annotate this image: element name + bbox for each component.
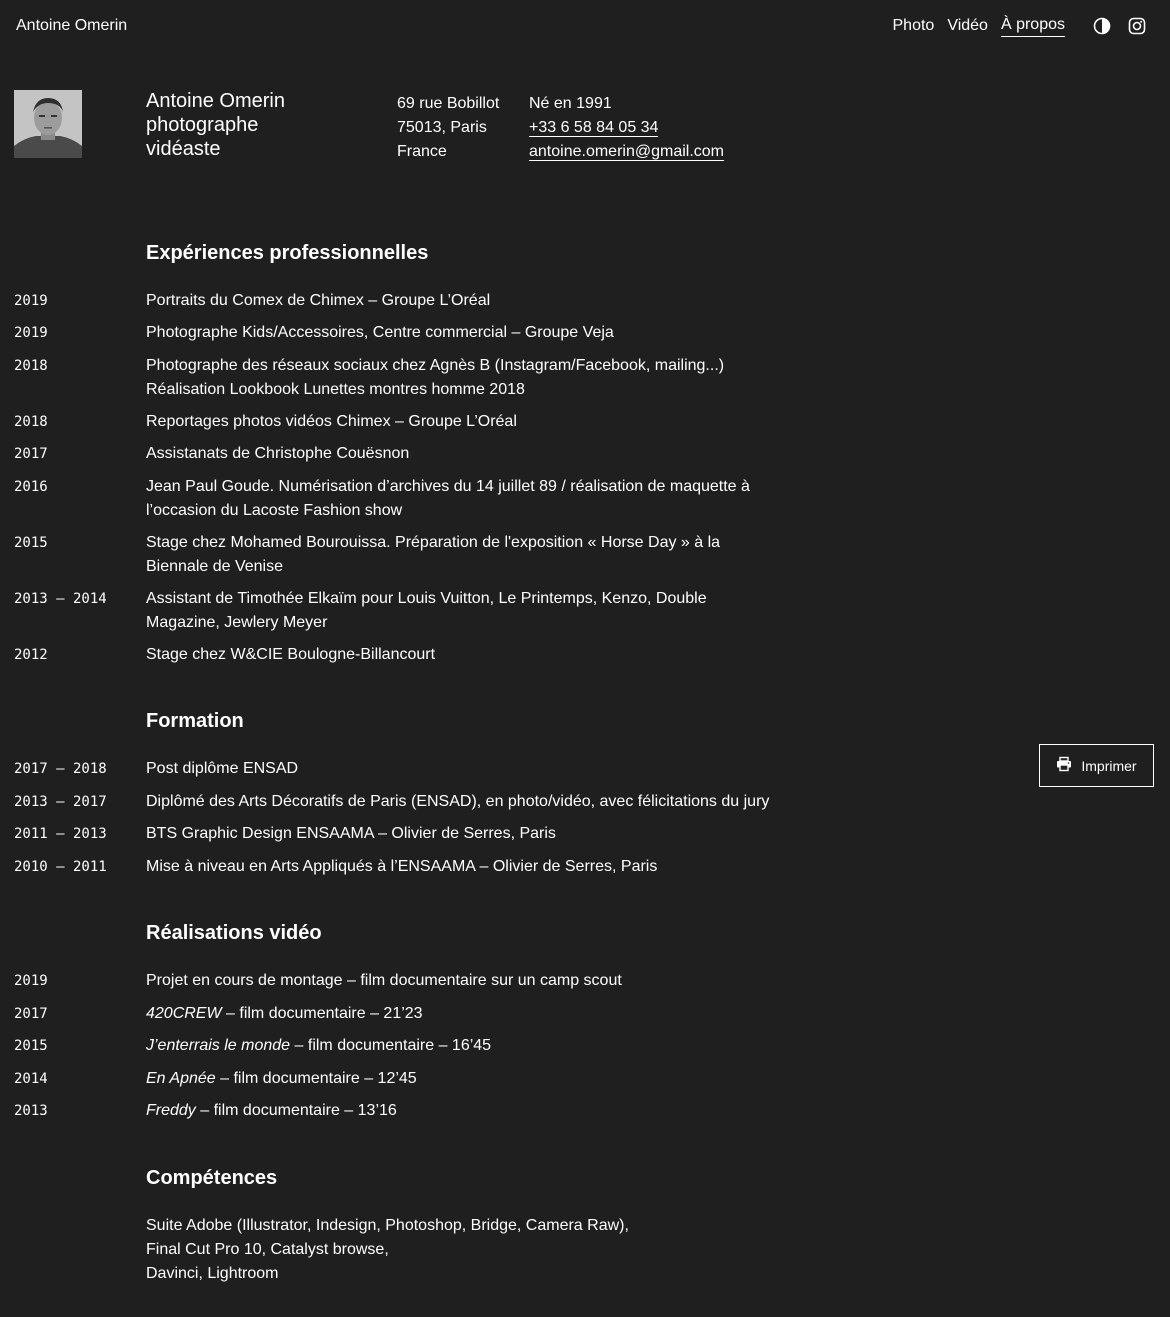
row-text: Assistant de Timothée Elkaïm pour Louis Vuitton, Le Printemps, Kenzo, Double Magazine, Jewlery Meyer — [146, 590, 707, 631]
email-link[interactable]: antoine.omerin@gmail.com — [529, 143, 724, 160]
row-text: BTS Graphic Design ENSAAMA – Olivier de Serres, Paris — [146, 825, 556, 842]
row-year: 2019 — [14, 325, 48, 341]
row-year: 2019 — [14, 973, 48, 989]
row-year: 2013 – 2017 — [14, 794, 107, 810]
row-text: Jean Paul Goude. Numérisation d’archives du 14 juillet 89 / réalisation de maquette à l’occasion du Lacoste Fashion show — [146, 478, 750, 519]
address-street: 69 rue Bobillot — [397, 95, 500, 112]
video-title: En Apnée — [146, 1070, 216, 1087]
row-text: Stage chez W&CIE Boulogne-Billancourt — [146, 646, 436, 663]
section-title-experiences: Expériences professionnelles — [146, 242, 429, 264]
row-year: 2013 — [14, 1103, 48, 1119]
video-title: Freddy — [146, 1102, 196, 1119]
row-year: 2017 — [14, 1006, 48, 1022]
address-country: France — [397, 143, 447, 160]
row-year: 2018 — [14, 414, 48, 430]
profile-photo — [14, 90, 82, 158]
profile-contact — [529, 92, 724, 164]
video-title: 420CREW — [146, 1005, 222, 1022]
row-year: 2016 — [14, 479, 48, 495]
row-year: 2011 – 2013 — [14, 826, 107, 842]
row-text: Post diplôme ENSAD — [146, 760, 299, 777]
nav-photo[interactable]: Photo — [892, 17, 935, 34]
site-title-link[interactable]: Antoine Omerin — [16, 17, 128, 34]
row-text: 420CREW – film documentaire – 21’23 — [146, 1005, 423, 1022]
print-button-label: Imprimer — [1081, 757, 1137, 774]
printer-icon — [1056, 756, 1072, 775]
row-text: Assistanats de Christophe Couësnon — [146, 445, 410, 462]
phone-link[interactable]: +33 6 58 84 05 34 — [529, 119, 659, 136]
row-year: 2012 — [14, 647, 48, 663]
row-text: Mise à niveau en Arts Appliqués à l’ENSAAMA – Olivier de Serres, Paris — [146, 858, 658, 875]
print-button[interactable] — [1039, 744, 1154, 787]
row-year: 2010 – 2011 — [14, 859, 107, 875]
main-nav — [893, 0, 1170, 52]
row-text: Diplômé des Arts Décoratifs de Paris (ENSAD), en photo/vidéo, avec félicitations du jury — [146, 793, 770, 810]
row-text: Freddy – film documentaire – 13’16 — [146, 1102, 397, 1119]
section-title-formation: Formation — [146, 710, 244, 732]
video-title: J’enterrais le monde — [146, 1037, 291, 1054]
profile-role-photographer: photographe — [146, 114, 259, 136]
nav-a-propos[interactable]: À propos — [1001, 15, 1065, 37]
row-text: En Apnée – film documentaire – 12’45 — [146, 1070, 417, 1087]
skills-list — [146, 1214, 629, 1286]
row-text: Projet en cours de montage – film documentaire sur un camp scout — [146, 972, 622, 989]
row-text: Photographe Kids/Accessoires, Centre commercial – Groupe Veja — [146, 324, 614, 341]
row-year: 2017 — [14, 446, 48, 462]
row-year: 2019 — [14, 293, 48, 309]
skills-line: Suite Adobe (Illustrator, Indesign, Photoshop, Bridge, Camera Raw), — [146, 1217, 629, 1234]
section-title-skills: Compétences — [146, 1167, 278, 1189]
row-year: 2017 – 2018 — [14, 761, 107, 777]
row-text: Stage chez Mohamed Bourouissa. Préparation de l'exposition « Horse Day » à la Biennale de Venise — [146, 534, 721, 575]
row-year: 2015 — [14, 1038, 48, 1054]
row-year: 2013 – 2014 — [14, 591, 107, 607]
profile-name: Antoine Omerin — [146, 90, 285, 112]
row-text: Portraits du Comex de Chimex – Groupe L’Oréal — [146, 292, 491, 309]
row-year: 2015 — [14, 535, 48, 551]
profile-role-videographer: vidéaste — [146, 138, 221, 160]
section-title-videos: Réalisations vidéo — [146, 922, 322, 944]
row-year: 2018 — [14, 358, 48, 374]
row-text: Reportages photos vidéos Chimex – Groupe L’Oréal — [146, 413, 517, 430]
row-text: J’enterrais le monde – film documentaire – 16’45 — [146, 1037, 492, 1054]
birth-year: Né en 1991 — [529, 95, 612, 112]
row-year: 2014 — [14, 1071, 48, 1087]
nav-video[interactable]: Vidéo — [947, 17, 988, 34]
profile-address — [397, 92, 499, 164]
instagram-icon[interactable] — [1128, 17, 1146, 35]
profile-identity — [146, 89, 285, 161]
contrast-toggle-icon[interactable] — [1093, 17, 1111, 35]
skills-line: Final Cut Pro 10, Catalyst browse, — [146, 1241, 389, 1258]
row-text: Photographe des réseaux sociaux chez Agnès B (Instagram/Facebook, mailing...) Réalisation Lookbook Lunettes montres homme 2018 — [146, 357, 725, 398]
address-city: 75013, Paris — [397, 119, 487, 136]
skills-line: Davinci, Lightroom — [146, 1265, 279, 1282]
